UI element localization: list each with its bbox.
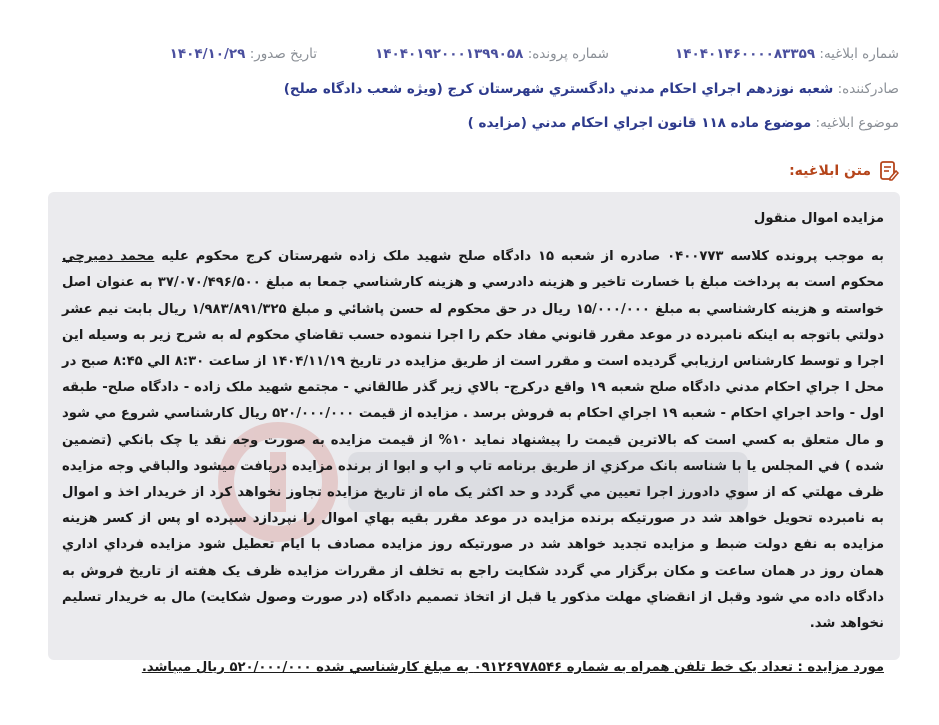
- issue-date-label: تاريخ صدور:: [249, 46, 317, 62]
- notice-number: [675, 46, 899, 62]
- notice-heading: مزايده اموال منقول: [753, 211, 884, 226]
- subject-row: [0, 115, 899, 131]
- notice-body-part-1: به موجب پرونده کلاسه ۰۴۰۰۷۷۳ صادره از شعبه ۱۵ دادگاه صلح شهيد ملک زاده شهرستان کرج محکوم عليه: [154, 249, 884, 265]
- notice-text-title: [789, 160, 899, 182]
- issuer-value: شعبه نوزدهم اجراي احکام مدني دادگستري شهرستان کرج (ويژه شعب دادگاه صلح): [283, 81, 834, 97]
- notice-text-content: [62, 206, 884, 681]
- notice-body: [62, 244, 884, 637]
- notice-text-title-label: متن ابلاغيه:: [789, 163, 871, 179]
- subject-value: موضوع ماده ۱۱۸ قانون اجراي احکام مدني (مزايده ): [467, 115, 812, 131]
- case-number-label: شماره پرونده:: [527, 46, 609, 62]
- notice-text-box: [48, 192, 900, 676]
- auction-subject: مورد مزايده : تعداد يک خط تلفن همراه به شماره ۰۹۱۲۶۹۷۸۵۴۶ به مبلغ کارشناسي شده ۵۲۰/۰۰۰/۰۰۰ ريال ميباشد.: [141, 660, 884, 676]
- subject-label: موضوع ابلاغيه:: [815, 115, 899, 131]
- convicted-name: محمد دميرچي: [62, 249, 155, 265]
- issue-date-value: ۱۴۰۴/۱۰/۲۹: [169, 46, 246, 62]
- notice-metadata-row: [0, 46, 939, 66]
- case-number: [375, 46, 609, 62]
- notice-body-part-2: محکوم است به پرداخت مبلغ با خسارت تاخير و هزينه دادرسي و هزينه کارشناسي جمعا به مبلغ ۳۷/۰۷۰/۴۹۶/۵۰۰ به عنوان اصل خواسته و هزينه کارشناسي به مبلغ ۱۵/۰۰۰/۰۰۰ ريال در حق محکوم له حسن پاشائي و مبلغ ۱/۹۸۳/۸۹۱/۳۲۵ ريال بابت نيم عشر دولتي باتوجه به اينکه نامبرده در موعد مقرر قانوني مفاد حکم را اجرا ننموده حسب تقاضاي محکوم له به شرح زير به وسيله اين اجرا و توسط کارشناس ارزيابي گرديده است و مقرر است از طريق مزايده در تاريخ ۱۴۰۴/۱۱/۱۹ از ساعت ۸:۳۰ الي ۸:۴۵ صبح در محل ا جراي احکام مدني دادگاه صلح شعبه ۱۹ واقع درکرج- بالاي زير گذر طالقاني - مجتمع شهيد ملک زاده - دادگاه صلح- طبقه اول - واحد اجراي احکام - شعبه ۱۹ اجراي احکام به فروش برسد . مزايده از قيمت ۵۲۰/۰۰۰/۰۰۰ ريال کارشناسي شروع مي شود و مال متعلق به کسي است که بالاترين قيمت را پيشنهاد نمايد ۱۰% از قيمت مزايده به صورت وجه نقد يا چک بانکي (تضمين شده ) في المجلس يا با شناسه بانک مرکزي از طريق برنامه تاپ و اپ و ابوا از برنده مزايده دريافت ميشود والباقي وجه مزايده ظرف مهلتي که از سوي دادورز اجرا تعيين مي گردد و حد اکثر يک ماه از تاريخ مزايده تجاوز نخواهد کرد از خريدار اخذ و اموال به نامبرده تحويل خواهد شد در صورتيکه برنده مزايده در موعد مقرر بقيه بهاي اموال را نپردازد سپرده او پس از کسر هزينه مزايده به نفع دولت ضبط و مزايده تجديد خواهد شد در صورتيکه روز مزايده مصادف با ايام تعطيل شود مزايده فرداي اداري همان روز در همان ساعت و مکان برگزار مي گردد شکايت راجع به تخلف از مقررات مزايده ظرف يک هفته از تاريخ فروش به دادگاه داده مي شود وقبل از انقضاي مهلت مذکور يا قبل از اتخاذ تصميم دادگاه (در صورت وصول شکايت) مال به خريدار تسليم نخواهد شد.: [62, 275, 885, 632]
- document-edit-icon: [879, 160, 899, 182]
- notice-number-label: شماره ابلاغيه:: [819, 46, 899, 62]
- notice-number-value: ۱۴۰۴۰۱۴۶۰۰۰۰۸۳۳۵۹: [675, 46, 816, 62]
- issue-date: [170, 46, 317, 62]
- issuer-label: صادرکننده:: [837, 81, 899, 97]
- issuer-row: [0, 81, 899, 97]
- case-number-value: ۱۴۰۴۰۱۹۲۰۰۰۱۳۹۹۰۵۸: [375, 46, 524, 62]
